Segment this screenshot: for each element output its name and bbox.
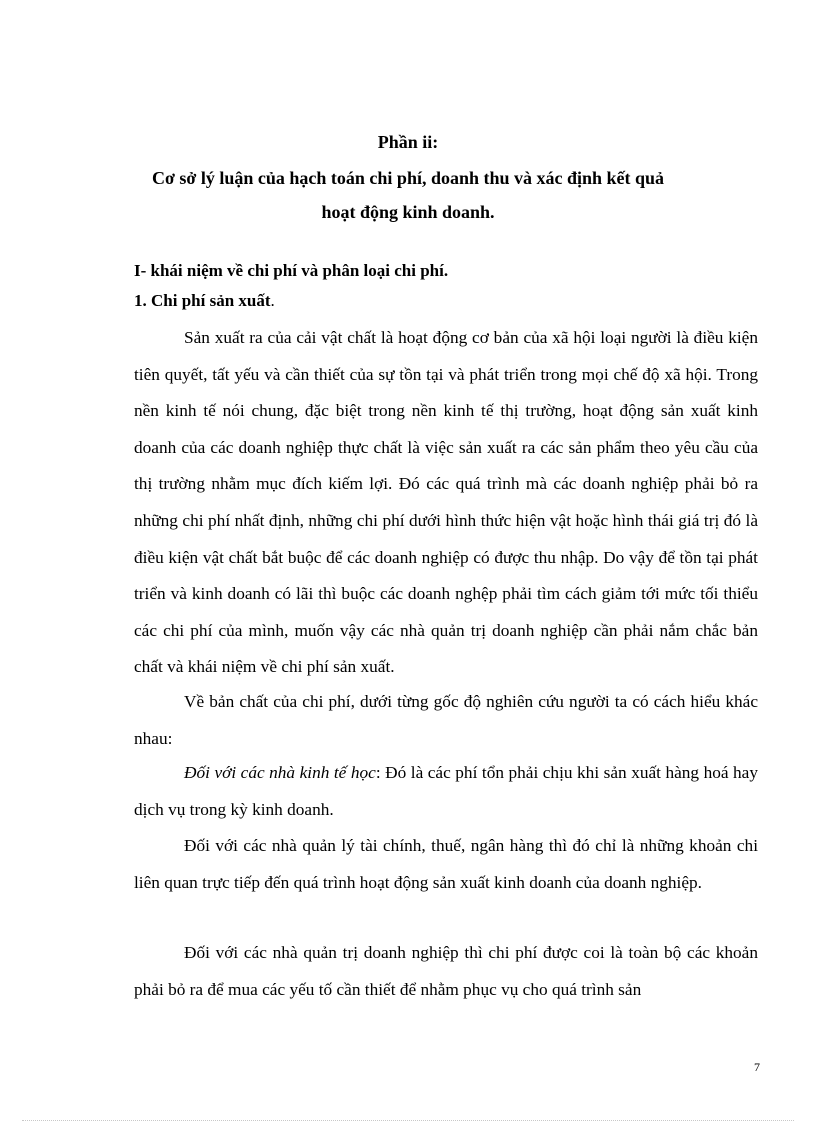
section-heading: I- khái niệm về chi phí và phân loại chi phí.	[134, 261, 449, 280]
subsection-heading-period: .	[270, 291, 275, 310]
part-label: Phần ii:	[377, 132, 439, 152]
paragraph-1: Sản xuất ra của cải vật chất là hoạt động cơ bản của xã hội loại người là điều kiện tiên quyết, tất yếu và cần thiết của sự tồn tại và phát triển trong mọi chế độ xã hội. Trong nền kinh tế nói chung, đặc biệt trong nền kinh tế thị trường, hoạt động sản xuất kinh doanh của các doanh nghiệp thực chất là việc sản xuất ra các sản phẩm theo yêu cầu của thị trường nhằm mục đích kiếm lợi. Đó các quá trình mà các doanh nghiệp phải bỏ ra những chi phí nhất định, những chi phí dưới hình thức hiện vật hoặc hình thái giá trị đó là điều kiện vật chất bắt buộc để các doanh nghiệp có được thu nhập. Do vậy để tồn tại phát triển và kinh doanh có lãi thì buộc các doanh nghệp phải tìm cách giảm tới mức tối thiểu các chi phí của mình, muốn vậy các nhà quản trị doanh nghiệp cần phải nắm chắc bản chất và khái niệm về chi phí sản xuất.	[134, 328, 758, 677]
paragraph-3-italic-lead: Đối với các nhà kinh tế học	[184, 763, 376, 782]
page-bottom-divider	[22, 1120, 794, 1121]
subsection-heading-text: 1. Chi phí sản xuất	[134, 291, 271, 310]
subsection-heading	[134, 291, 275, 311]
page-number: 7	[754, 1060, 760, 1074]
paragraph-3	[134, 755, 758, 828]
chapter-title-line-1: Cơ sở lý luận của hạch toán chi phí, doanh thu và xác định kết quả	[151, 168, 665, 188]
chapter-title-line-2: hoạt động kinh doanh.	[321, 202, 495, 222]
paragraph-4: Đối với các nhà quản lý tài chính, thuế, ngân hàng thì đó chỉ là những khoản chi liên quan trực tiếp đến quá trình hoạt động sản xuất kinh doanh của doanh nghiệp.	[134, 836, 758, 892]
paragraph-2: Về bản chất của chi phí, dưới từng gốc độ nghiên cứu người ta có cách hiểu khác nhau:	[134, 692, 758, 748]
paragraph-5: Đối với các nhà quản trị doanh nghiệp thì chi phí được coi là toàn bộ các khoản phải bỏ ra để mua các yếu tố cần thiết để nhằm phục vụ cho quá trình sản	[134, 943, 758, 999]
paragraph-3-text: : Đó là các phí tổn phải chịu khi sản xuất hàng hoá hay dịch vụ trong kỳ kinh doanh.	[134, 763, 758, 819]
